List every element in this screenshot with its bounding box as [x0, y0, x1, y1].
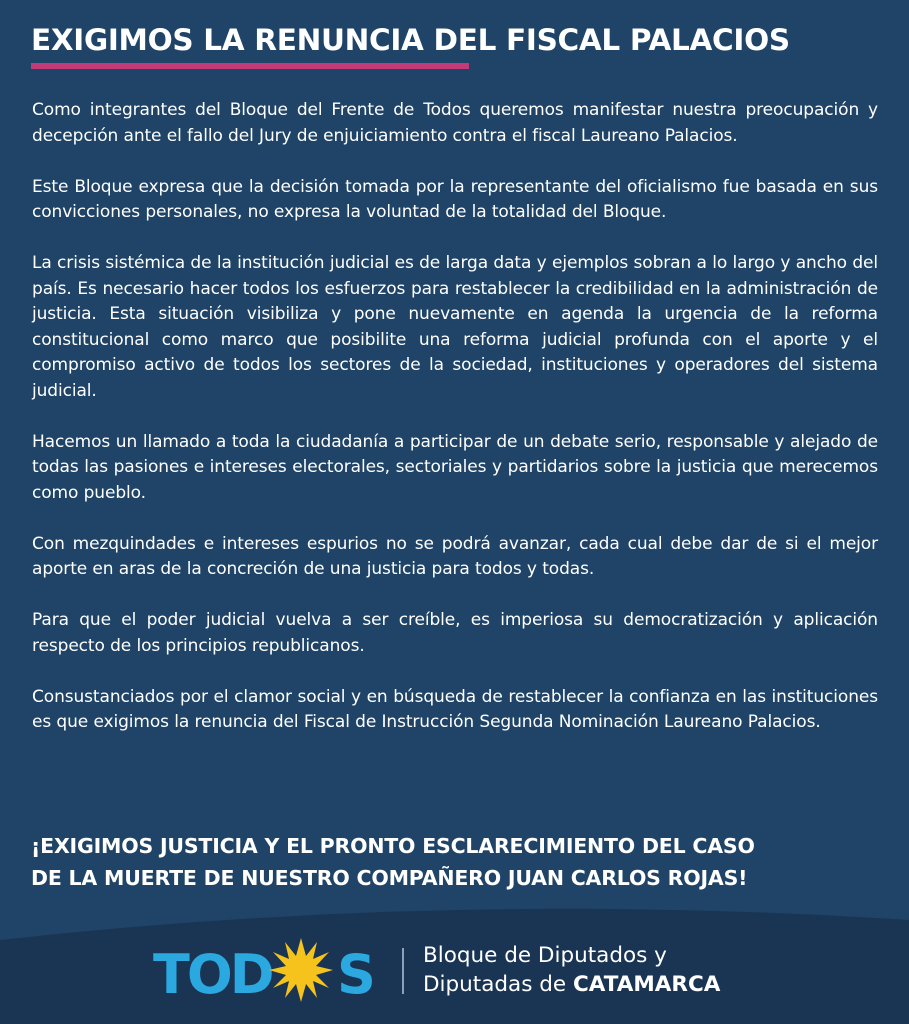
- bloc-label: [423, 941, 720, 999]
- justice-callout: [31, 830, 891, 894]
- bloc-label-prefix: Diputadas de: [423, 972, 573, 997]
- paragraph: Este Bloque expresa que la decisión tomada por la representante del oficialismo fue basada en sus convicciones personales, no expresa la voluntad de la totalidad del Bloque.: [32, 176, 878, 222]
- callout-line: ¡EXIGIMOS JUSTICIA Y EL PRONTO ESCLARECIMIENTO DEL CASO: [31, 834, 755, 858]
- paragraph: Hacemos un llamado a toda la ciudadanía a participar de un debate serio, responsable y alejado de todas las pasiones e intereses electorales, sectoriales y partidarios sobre la justicia que merecemos como pueblo.: [32, 431, 878, 503]
- title-underline: [31, 63, 469, 69]
- bloc-province: CATAMARCA: [572, 972, 721, 997]
- footer-divider: [402, 948, 404, 994]
- page-title: EXIGIMOS LA RENUNCIA DEL FISCAL PALACIOS: [31, 23, 790, 57]
- callout-line: DE LA MUERTE DE NUESTRO COMPAÑERO JUAN CARLOS ROJAS!: [31, 866, 748, 890]
- bloc-label-line1: Bloque de Diputados y: [423, 943, 667, 968]
- paragraph: La crisis sistémica de la institución judicial es de larga data y ejemplos sobran a lo largo y ancho del país. Es necesario hacer todos los esfuerzos para restablecer la credibilidad en la administración de justicia. Esta situación visibiliza y pone nuevamente en agenda la urgencia de la reforma constitucional como marco que posibilite una reforma judicial profunda con el aporte y el compromiso activo de todos los sectores de la sociedad, instituciones y operadores del sistema judicial.: [32, 253, 878, 401]
- logo-text-right: S: [337, 943, 373, 1004]
- statement-body: [32, 98, 878, 761]
- paragraph: Con mezquindades e intereses espurios no se podrá avanzar, cada cual debe dar de si el mejor aporte en aras de la concreción de una justicia para todos y todas.: [32, 533, 878, 579]
- paragraph: Para que el poder judicial vuelva a ser creíble, es imperiosa su democratización y aplicación respecto de los principios republicanos.: [32, 610, 878, 656]
- sun-icon: [269, 938, 333, 1002]
- todos-logo: [153, 938, 385, 1004]
- paragraph: Como integrantes del Bloque del Frente de Todos queremos manifestar nuestra preocupación y decepción ante el fallo del Jury de enjuiciamiento contra el fiscal Laureano Palacios.: [32, 100, 878, 146]
- paragraph: Consustanciados por el clamor social y en búsqueda de restablecer la confianza en las instituciones es que exigimos la renuncia del Fiscal de Instrucción Segunda Nominación Laureano Palacios.: [32, 686, 878, 732]
- bloc-label-line2: [423, 970, 720, 999]
- logo-text-left: TOD: [153, 943, 272, 1004]
